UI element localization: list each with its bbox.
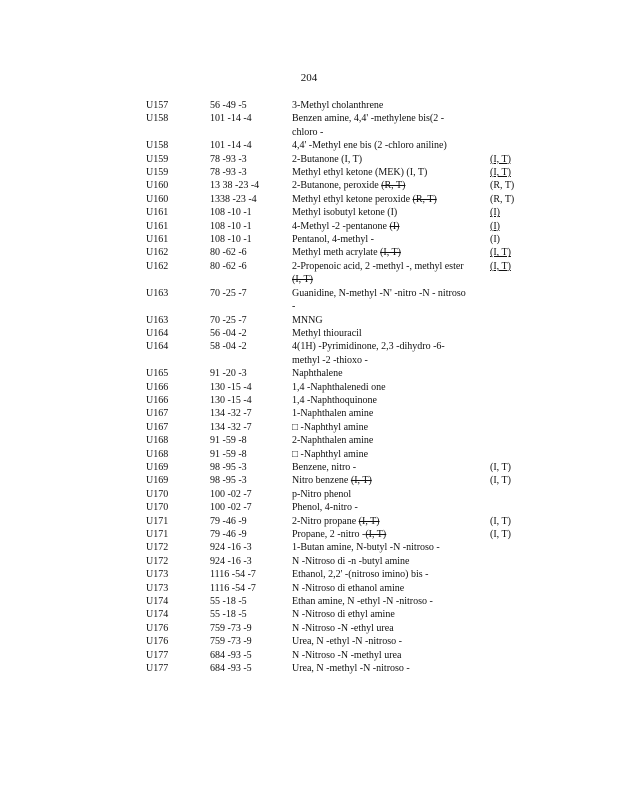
table-row [0,635,618,648]
waste-code: U174 [146,596,169,608]
cas-number: 924 -16 -3 [210,555,252,567]
cas-number: 55 -18 -5 [210,596,247,608]
waste-code: U168 [146,435,169,447]
hazard-code: (I) [490,220,500,232]
struck-hazard-code: (I) [389,220,400,232]
table-row [0,340,618,367]
hazard-code: (I, T) [490,153,511,165]
substance-name: N -Nitroso -N -methyl urea [292,649,402,661]
table-row [0,206,618,219]
waste-code: U168 [146,448,169,460]
table-row [0,555,618,568]
substance-name-cell [292,635,468,648]
cas-number: 101 -14 -4 [210,113,252,125]
substance-name-cell [292,474,468,487]
substance-name: Ethan amine, N -ethyl -N -nitroso - [292,596,433,608]
waste-code: U160 [146,180,169,192]
cas-number: 91 -20 -3 [210,368,247,380]
substance-name: 1,4 -Naphthoquinone [292,394,377,406]
substance-name-cell [292,314,468,327]
cas-number: 80 -62 -6 [210,260,247,272]
waste-code: U167 [146,408,169,420]
substance-name-cell [292,112,468,139]
waste-code: U161 [146,234,169,246]
waste-code: U172 [146,542,169,554]
struck-hazard-code: (R, T) [412,193,437,205]
substance-name: 1-Naphthalen amine [292,408,374,420]
cas-number: 684 -93 -5 [210,649,252,661]
struck-hazard-code: (I, T) [358,515,380,527]
waste-code: U166 [146,394,169,406]
substance-name: 1,4 -Naphthalenedi one [292,381,386,393]
substance-name-cell [292,582,468,595]
table-row [0,179,618,192]
hazard-code: (I, T) [490,461,511,473]
cas-number: 108 -10 -1 [210,207,252,219]
substance-name-cell [292,381,468,394]
waste-code: U169 [146,461,169,473]
table-row [0,608,618,621]
cas-number: 80 -62 -6 [210,247,247,259]
substance-name: Urea, N -methyl -N -nitroso - [292,663,410,675]
cas-number: 130 -15 -4 [210,381,252,393]
substance-name-cell [292,622,468,635]
waste-code: U161 [146,207,169,219]
waste-code: U162 [146,260,169,272]
waste-code: U169 [146,475,169,487]
substance-name-cell [292,340,468,367]
substance-name: N -Nitroso di ethyl amine [292,609,395,621]
table-row [0,528,618,541]
hazard-code: (I) [490,207,500,219]
substance-name: 2-Naphthalen amine [292,435,374,447]
substance-name: Nitro benzene [292,475,351,487]
substance-name: 2-Butanone, peroxide [292,180,382,192]
substance-name: Naphthalene [292,368,343,380]
table-row [0,112,618,139]
table-row [0,515,618,528]
waste-code: U170 [146,488,169,500]
substance-name: 2-Butanone (I, T) [292,153,363,165]
cas-number: 130 -15 -4 [210,394,252,406]
waste-code: U162 [146,247,169,259]
substance-name: N -Nitroso di ethanol amine [292,582,405,594]
cas-number: 78 -93 -3 [210,167,247,179]
substance-name: Methyl ethyl ketone (MEK) (I, T) [292,167,428,179]
waste-code: U163 [146,287,169,299]
hazard-code: (I) [490,234,500,246]
cas-number: 759 -73 -9 [210,622,252,634]
cas-number: 91 -59 -8 [210,448,247,460]
table-row [0,448,618,461]
substance-name-cell [292,595,468,608]
table-row [0,474,618,487]
substance-name-cell [292,139,468,152]
table-row [0,662,618,675]
substance-name: Methyl ethyl ketone peroxide [292,193,413,205]
waste-code: U170 [146,502,169,514]
hazard-code: (I, T) [490,247,511,259]
substance-name-cell [292,193,468,206]
cas-number: 56 -49 -5 [210,100,247,111]
substance-name: 2-Nitro propane [292,515,359,527]
waste-code: U166 [146,381,169,393]
hazard-code: (I, T) [490,515,511,527]
substance-name-cell [292,233,468,246]
waste-code: U171 [146,515,169,527]
table-row [0,166,618,179]
table-row [0,287,618,314]
substance-name-cell [292,555,468,568]
substance-name-cell [292,206,468,219]
waste-code: U164 [146,341,169,353]
struck-hazard-code: (I, T) [350,475,372,487]
hazard-code: (I, T) [490,529,511,540]
cas-number: 70 -25 -7 [210,314,247,326]
cas-number: 78 -93 -3 [210,153,247,165]
waste-code: U157 [146,100,169,111]
substance-name-cell [292,541,468,554]
waste-code: U176 [146,636,169,648]
cas-number: 1338 -23 -4 [210,193,257,205]
substance-name-cell [292,515,468,528]
cas-number: 58 -04 -2 [210,341,247,353]
hazard-code: (R, T) [490,180,515,192]
substance-name-cell [292,260,468,287]
table-row [0,367,618,380]
waste-code: U176 [146,622,169,634]
substance-name: Benzene, nitro - [292,461,357,473]
struck-hazard-code: (I, T) [380,247,401,259]
waste-code: U172 [146,555,169,567]
waste-code: U163 [146,314,169,326]
waste-code: U160 [146,193,169,205]
table-row [0,501,618,514]
substance-name-cell [292,461,468,474]
substance-name-cell [292,421,468,434]
substance-name-cell [292,501,468,514]
substance-name-cell [292,327,468,340]
cas-number: 91 -59 -8 [210,435,247,447]
substance-name-cell [292,608,468,621]
hazardous-waste-table [0,99,618,675]
table-row [0,394,618,407]
substance-name: p-Nitro phenol [292,488,352,500]
table-row [0,381,618,394]
substance-name-cell [292,394,468,407]
substance-name: □ -Naphthyl amine [292,421,369,433]
substance-name-cell [292,179,468,192]
table-row [0,407,618,420]
cas-number: 98 -95 -3 [210,461,247,473]
waste-code: U174 [146,609,169,621]
waste-code: U177 [146,663,169,675]
table-row [0,434,618,447]
cas-number: 1116 -54 -7 [210,569,256,581]
cas-number: 98 -95 -3 [210,475,247,487]
substance-name-cell [292,220,468,233]
table-row [0,153,618,166]
substance-name: 1-Butan amine, N-butyl -N -nitroso - [292,542,440,554]
substance-name-cell [292,488,468,501]
cas-number: 13 38 -23 -4 [210,180,260,192]
substance-name: Benzen amine, 4,4' -methylene bis(2 - chloro - [292,113,445,138]
cas-number: 55 -18 -5 [210,609,247,621]
cas-number: 684 -93 -5 [210,663,252,675]
substance-name: N -Nitroso -N -ethyl urea [292,622,394,634]
waste-code: U158 [146,113,169,125]
substance-name-cell [292,99,468,112]
substance-name: MNNG [292,314,323,326]
table-row [0,327,618,340]
struck-hazard-code: (R, T) [381,180,406,192]
cas-number: 108 -10 -1 [210,234,252,246]
substance-name: Guanidine, N-methyl -N' -nitro -N - nitroso - [292,287,466,313]
substance-name: 2-Propenoic acid, 2 -methyl -, methyl ester [292,260,464,272]
struck-hazard-code: (I, T) [292,274,313,286]
waste-code: U164 [146,327,169,339]
substance-name: Methyl thiouracil [292,327,362,339]
table-row [0,233,618,246]
table-row [0,568,618,581]
substance-name: N -Nitroso di -n -butyl amine [292,555,410,567]
substance-name: Methyl meth acrylate [292,247,381,259]
cas-number: 79 -46 -9 [210,529,247,540]
table-row [0,582,618,595]
cas-number: 56 -04 -2 [210,327,247,339]
substance-name-cell [292,528,468,541]
table-row [0,649,618,662]
substance-name: 4,4' -Methyl ene bis (2 -chloro aniline) [292,140,447,152]
table-row [0,220,618,233]
substance-name-cell [292,662,468,675]
hazard-code: (R, T) [490,193,515,205]
cas-number: 924 -16 -3 [210,542,252,554]
table-row [0,421,618,434]
table-row [0,193,618,206]
substance-name-cell [292,287,468,314]
substance-name-cell [292,649,468,662]
substance-name-cell [292,166,468,179]
waste-code: U173 [146,582,169,594]
substance-name: Pentanol, 4-methyl - [292,234,374,246]
waste-code: U167 [146,421,169,433]
cas-number: 134 -32 -7 [210,408,252,420]
cas-number: 100 -02 -7 [210,488,252,500]
substance-name-cell [292,434,468,447]
table-row [0,622,618,635]
waste-code: U158 [146,140,169,152]
struck-hazard-code: (I, T) [365,529,387,540]
substance-name-cell [292,246,468,259]
cas-number: 79 -46 -9 [210,515,247,527]
table-row [0,139,618,152]
hazard-code: (I, T) [490,167,511,179]
waste-code: U161 [146,220,169,232]
hazard-code: (I, T) [490,260,511,272]
table-row [0,461,618,474]
substance-name: Propane, 2 -nitro - [292,529,366,540]
substance-name: □ -Naphthyl amine [292,448,369,460]
cas-number: 759 -73 -9 [210,636,252,648]
waste-code: U159 [146,167,169,179]
waste-code: U159 [146,153,169,165]
page-number: 204 [300,72,318,84]
waste-code: U165 [146,368,169,380]
substance-name-cell [292,407,468,420]
substance-name-cell [292,448,468,461]
substance-name-cell [292,153,468,166]
table-row [0,260,618,287]
substance-name-cell [292,367,468,380]
hazard-code: (I, T) [490,475,511,487]
cas-number: 101 -14 -4 [210,140,252,152]
cas-number: 100 -02 -7 [210,502,252,514]
waste-code: U177 [146,649,169,661]
table-row [0,99,618,112]
substance-name: 4-Methyl -2 -pentanone [292,220,390,232]
substance-name: Urea, N -ethyl -N -nitroso - [292,636,402,648]
substance-name: Ethanol, 2,2' -(nitroso imino) bis - [292,569,429,581]
cas-number: 70 -25 -7 [210,287,247,299]
table-row [0,595,618,608]
substance-name: 4(1H) -Pyrimidinone, 2,3 -dihydro -6- methyl -2 -thioxo - [292,341,445,366]
substance-name: Phenol, 4-nitro - [292,502,358,514]
table-row [0,314,618,327]
cas-number: 108 -10 -1 [210,220,252,232]
substance-name: Methyl isobutyl ketone (I) [292,207,398,219]
waste-code: U171 [146,529,169,540]
table-row [0,488,618,501]
substance-name-cell [292,568,468,581]
waste-code: U173 [146,569,169,581]
substance-name: 3-Methyl cholanthrene [292,100,384,111]
table-row [0,541,618,554]
cas-number: 134 -32 -7 [210,421,252,433]
table-row [0,246,618,259]
cas-number: 1116 -54 -7 [210,582,256,594]
